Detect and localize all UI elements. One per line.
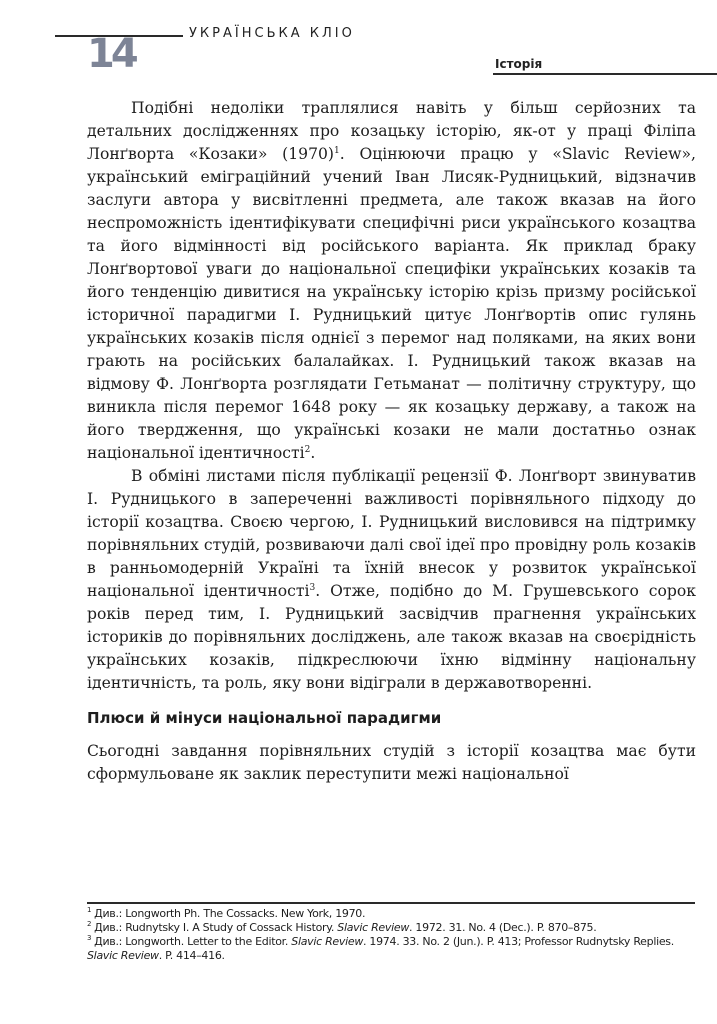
paragraph-1 — [87, 97, 696, 465]
footnote-3 — [87, 935, 696, 963]
footnote-2 — [87, 921, 696, 935]
paragraph-2-text-cont: . Отже, подібно до М. Грушевського сорок років перед тим, І. Рудницький засвідчив прагнення українських істориків до порівняльних досліджень, але також вказав на своєрідність українських козаків, підкреслюючи їхню відмінну національну ідентичність, та роль, яку вони відіграли в державотворенні. — [87, 582, 696, 692]
footnote-text: . P. 414–416. — [158, 949, 225, 962]
paragraph-1-text: Подібні недоліки траплялися навіть у більш серйозних та детальних дослідженнях про козацьку історію, як-от у праці Філіпа Лонґворта «Козаки» (1970) — [87, 99, 696, 163]
footnote-text: . 1974. 33. No. 2 (Jun.). P. 413; Professor Rudnytsky Replies. — [363, 935, 674, 948]
footnote-rule — [87, 902, 695, 904]
page-number: 14 — [87, 31, 135, 77]
footnote-ref-2[interactable]: 2 — [304, 444, 311, 455]
paragraph-2-text: В обміні листами після публікації рецензії Ф. Лонґворт звинуватив І. Рудницького в запереченні важливості порівняльного підходу до історії козацтва. Своєю чергою, І. Рудницький висловився на підтримку порівняльних студій, розвиваючи далі свої ідеї про провідну роль козаків в ранньомодерній Україні та їхній внесок у розвиток української національної ідентичності — [87, 467, 696, 600]
header-rule-right — [493, 73, 717, 75]
footnote-1 — [87, 907, 696, 921]
footnote-text: Див.: Longworth Ph. The Cossacks. New York, 1970. — [94, 907, 366, 920]
journal-title: Slavic Review — [87, 949, 159, 962]
paragraph-3: Сьогодні завдання порівняльних студій з історії козацтва має бути сформульоване як заклик переступити межі національної — [87, 742, 696, 783]
footnote-text: Див.: Rudnytsky I. A Study of Cossack History. — [94, 921, 338, 934]
footnote-text: Див.: Longworth. Letter to the Editor. — [94, 935, 292, 948]
footnote-number: 2 — [87, 920, 92, 929]
section-subheading: Плюси й мінуси національної парадигми — [87, 709, 442, 727]
footnote-number: 3 — [87, 934, 92, 943]
journal-title: Slavic Review — [291, 935, 364, 948]
paragraph-1-text-cont: . Оцінюючи працю у «Slavic Review», український еміграційний учений Іван Лисяк-Рудницький, відзначив заслуги автора у висвітленні предмета, але також вказав на його неспроможність ідентифікувати специфічні риси українського козацтва та його відмінності від російського варіанта. Як приклад браку Лонґвортової уваги до національної специфіки українських козаків та його тенденцію дивитися на українську історію крізь призму російської історичної парадигми І. Рудницький цитує Лонґвортів опис гулянь українських козаків після однієї з перемог над поляками, на яких вони грають на російських балалайках. І. Рудницький також вказав на відмову Ф. Лонґворта розглядати Гетьманат — політичну структуру, що виникла після перемог 1648 року — як козацьку державу, а також на його твердження, що українські козаки не мали достатньо ознак національної ідентичності — [87, 145, 696, 462]
footnote-text: . 1972. 31. No. 4 (Dec.). P. 870–875. — [409, 921, 597, 934]
footnotes — [87, 907, 696, 963]
footnote-number: 1 — [87, 906, 92, 915]
footnote-ref-1[interactable]: 1 — [334, 145, 340, 156]
main-text — [87, 97, 696, 786]
paragraph-1-end: . — [310, 444, 316, 462]
section-label: Історія — [495, 57, 543, 71]
book-title: УКРАЇНСЬКА КЛІО — [189, 26, 355, 41]
paragraph-2 — [87, 465, 696, 695]
journal-title: Slavic Review — [337, 921, 410, 934]
footnote-ref-3[interactable]: 3 — [309, 582, 316, 593]
